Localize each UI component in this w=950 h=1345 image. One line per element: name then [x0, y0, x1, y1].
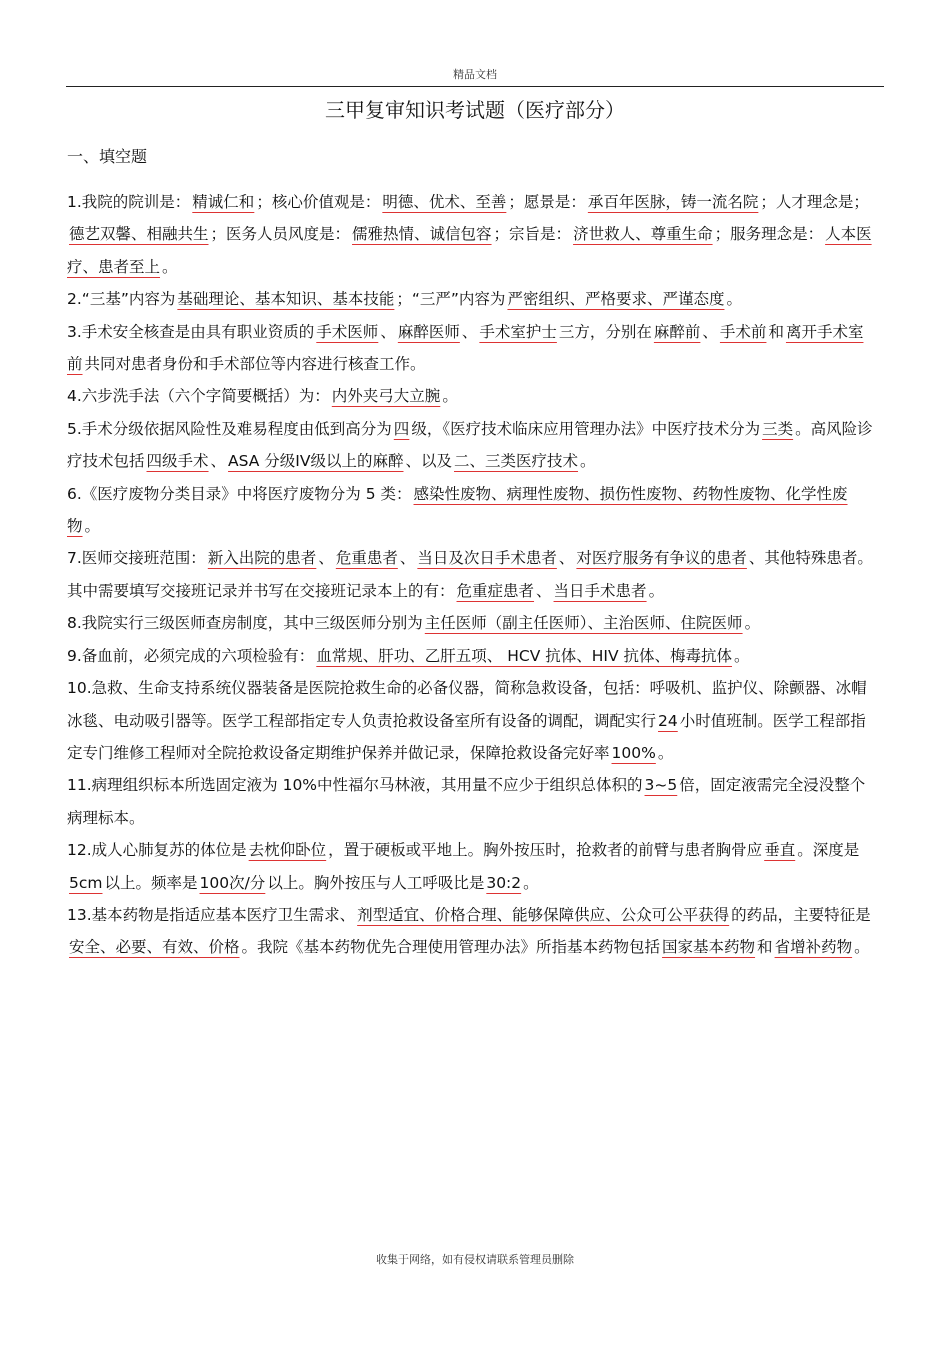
answer-blank: 安全、必要、有效、价格 — [69, 938, 240, 957]
question-7 — [67, 542, 879, 607]
question-text: 倍，固定液需完全浸没整个病理标本。 — [67, 776, 866, 827]
answer-blank: 德艺双馨、相融共生 — [69, 225, 209, 244]
question-text: 三方，分别在 — [558, 322, 652, 341]
question-text: 8.我院实行三级医师查房制度，其中三级医师分别为 — [67, 614, 423, 633]
answer-blank: ASA 分级IV级以上的麻醉 — [228, 452, 404, 471]
question-text: 。 — [523, 873, 539, 892]
question-text: 和 — [757, 938, 773, 957]
question-text: 。 — [162, 257, 178, 276]
answer-blank: 去枕仰卧位 — [248, 841, 327, 860]
question-6 — [67, 478, 879, 543]
answer-blank: 国家基本药物 — [662, 938, 756, 957]
question-text: ，置于硬板或平地上。胸外按压时，抢救者的前臂与患者胸骨应 — [328, 841, 763, 860]
answer-blank: 24 — [658, 711, 678, 730]
answer-blank: 感染性废物、病理性废物、损伤性废物、药物性废物、化学性废物 — [67, 484, 848, 536]
question-text: 。高风险诊疗技术包括 — [67, 419, 873, 471]
question-text: 级，《医疗技术临床应用管理办法》中医疗技术分为 — [411, 419, 761, 438]
answer-blank: 危重患者 — [335, 549, 398, 568]
question-text: 。 — [648, 581, 665, 600]
answer-blank: 剂型适宜、价格合理、能够保障供应、公众可公平获得 — [357, 905, 730, 924]
question-text: 12.成人心肺复苏的体位是 — [67, 841, 247, 860]
answer-blank: 人本医疗、患者至上 — [67, 225, 872, 276]
question-text: 、其他特殊患者。其中需要填写交接班记录并书写在交接班记录本上的有： — [67, 549, 873, 600]
question-text: 。深度是 — [797, 841, 860, 860]
question-text: 、 — [318, 549, 334, 568]
question-text: ；人才理念是； — [760, 193, 869, 211]
question-text: 。 — [734, 646, 750, 665]
question-text: 。 — [744, 614, 761, 633]
question-10 — [67, 672, 879, 769]
question-text: 。 — [84, 517, 101, 536]
question-text: ；核心价值观是： — [256, 193, 381, 211]
question-2 — [67, 283, 879, 315]
question-text: 。 — [854, 938, 870, 957]
answer-blank: 严密组织、严格要求、严谨态度 — [507, 290, 725, 309]
answer-blank: 3~5 — [644, 776, 678, 795]
answer-blank: 二、三类医疗技术 — [454, 452, 579, 471]
answer-blank: 手术室护士 — [479, 322, 557, 341]
question-13 — [67, 899, 879, 964]
answer-blank: 基础理论、基本知识、基本技能 — [177, 290, 395, 309]
answer-blank: 精诚仁和 — [192, 193, 255, 211]
question-5 — [67, 413, 879, 478]
answer-blank: 手术医师 — [316, 322, 379, 341]
answer-blank: 血常规、肝功、乙肝五项、 HCV 抗体、HIV 抗体、梅毒抗体 — [316, 646, 732, 665]
answer-blank: 当日手术患者 — [553, 581, 647, 600]
question-text: 和 — [768, 322, 784, 341]
question-text: 共同对患者身份和手术部位等内容进行核查工作。 — [84, 355, 426, 374]
question-text: 2.“三基”内容为 — [67, 290, 176, 309]
question-9 — [67, 640, 879, 672]
question-text: 。 — [580, 452, 596, 471]
question-8 — [67, 607, 879, 639]
question-text: 以上。胸外按压与人工呼吸比是 — [267, 873, 485, 892]
question-text: 小时值班制。医学工程部指定专门维修工程师对全院抢救设备定期维护保养并做记录，保障抢救设备完好率 — [67, 711, 866, 762]
question-text: 、 — [380, 322, 396, 341]
question-list — [67, 186, 879, 964]
answer-blank: 对医疗服务有争议的患者 — [576, 549, 747, 568]
header-divider — [66, 86, 884, 87]
answer-blank: 儒雅热情、诚信包容 — [352, 225, 492, 244]
answer-blank: 100% — [611, 743, 656, 762]
answer-blank: 三类 — [762, 419, 794, 438]
question-text: 10.急救、生命支持系统仪器装备是医院抢救生命的必备仪器，简称急救设备，包括：呼吸机、监护仪、除颤器、冰帽冰毯、电动吸引器等。医学工程部指定专人负责抢救设备室所有设备的调配，调配实行 — [67, 679, 867, 730]
question-text: 。 — [657, 743, 674, 762]
question-text: ；愿景是： — [508, 193, 586, 211]
question-text: 以上。频率是 — [104, 873, 198, 892]
answer-blank: 济世救人、尊重生命 — [573, 225, 713, 244]
question-text: ；宗旨是： — [493, 225, 572, 244]
answer-blank: 四级手术 — [146, 452, 209, 471]
question-11 — [67, 769, 879, 834]
answer-blank: 离开手术室前 — [67, 322, 864, 374]
question-text: 、 — [536, 581, 552, 600]
answer-blank: 危重症患者 — [456, 581, 535, 600]
question-text: 1.我院的院训是： — [67, 193, 191, 211]
question-text: 3.手术安全核查是由具有职业资质的 — [67, 322, 315, 341]
question-text: ；医务人员风度是： — [210, 225, 351, 244]
question-4 — [67, 380, 879, 412]
section-heading: 一、填空题 — [67, 147, 148, 166]
question-text: 11.病理组织标本所选固定液为 10%中性福尔马林液，其用量不应少于组织总体积的 — [67, 776, 643, 795]
answer-blank: 当日及次日手术患者 — [417, 549, 557, 568]
question-text: 、以及 — [405, 452, 452, 471]
question-text: 。 — [442, 387, 458, 406]
question-text: ；服务理念是： — [714, 225, 824, 244]
answer-blank: 麻醉前 — [653, 322, 701, 341]
answer-blank: 主任医师（副主任医师）、主治医师、住院医师 — [424, 614, 743, 633]
answer-blank: 承百年医脉，铸一流名院 — [587, 193, 759, 211]
page-header: 精品文档 — [453, 68, 497, 81]
question-3 — [67, 316, 879, 381]
question-text: 6.《医疗废物分类目录》中将医疗废物分为 5 类： — [67, 484, 412, 503]
question-text: 、 — [210, 452, 227, 471]
question-text: 、 — [702, 322, 718, 341]
question-text: ；“三严”内容为 — [396, 290, 506, 309]
question-text: 、 — [461, 322, 478, 341]
answer-blank: 30:2 — [486, 873, 522, 892]
question-text: 13.基本药物是指适应基本医疗卫生需求、 — [67, 905, 356, 924]
question-text: 7.医师交接班范围： — [67, 549, 206, 568]
answer-blank: 5cm — [69, 873, 103, 892]
page-footer: 收集于网络，如有侵权请联系管理员删除 — [376, 1253, 574, 1266]
answer-blank: 新入出院的患者 — [207, 549, 317, 568]
question-text: 、 — [558, 549, 575, 568]
question-1 — [67, 186, 879, 283]
question-text: 。我院《基本药物优先合理使用管理办法》所指基本药物包括 — [241, 938, 661, 957]
page-title: 三甲复审知识考试题（医疗部分） — [325, 98, 625, 122]
question-text: 的药品，主要特征是 — [731, 905, 871, 924]
answer-blank: 100次/分 — [199, 873, 266, 892]
question-12 — [67, 834, 879, 899]
question-text: 。 — [726, 290, 742, 309]
answer-blank: 明德、优术、至善 — [382, 193, 507, 211]
answer-blank: 内外夹弓大立腕 — [331, 387, 441, 406]
answer-blank: 省增补药物 — [774, 938, 853, 957]
answer-blank: 垂直 — [764, 841, 796, 860]
question-text: 4.六步洗手法（六个字简要概括）为： — [67, 387, 330, 406]
question-text: 9.备血前，必须完成的六项检验有： — [67, 646, 315, 665]
question-text: 、 — [399, 549, 416, 568]
answer-blank: 手术前 — [719, 322, 767, 341]
answer-blank: 四 — [393, 419, 410, 438]
question-text: 5.手术分级依据风险性及难易程度由低到高分为 — [67, 419, 392, 438]
answer-blank: 麻醉医师 — [397, 322, 460, 341]
